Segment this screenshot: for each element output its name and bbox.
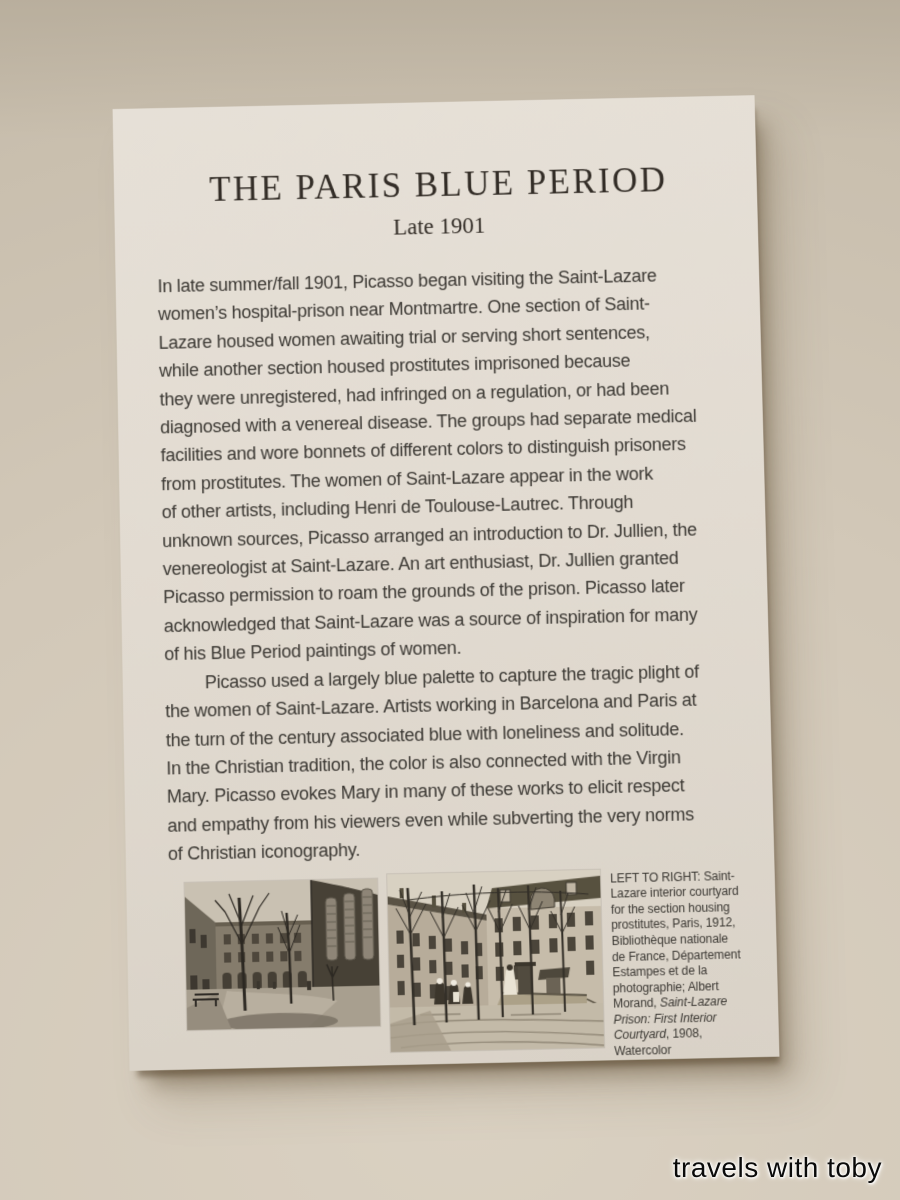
text-line: from prostitutes. The women of Saint-Lazare appear in the work <box>161 463 654 495</box>
text-line: the turn of the century associated blue with loneliness and solitude. <box>165 718 685 750</box>
text-line: In late summer/fall 1901, Picasso began visiting the Saint-Lazare <box>157 265 657 297</box>
text-line: the women of Saint-Lazare. Artists working in Barcelona and Paris at <box>165 689 697 722</box>
text-line: Lazare housed women awaiting trial or serving short sentences, <box>158 322 650 353</box>
text-line: In the Christian tradition, the color is also connected with the Virgin <box>166 747 681 779</box>
paragraph-1 <box>157 260 743 669</box>
text-line: of Christian iconography. <box>167 839 361 865</box>
caption-line: Prison: First Interior <box>613 1010 717 1027</box>
caption-line: LEFT TO RIGHT: Saint- <box>609 868 735 886</box>
caption-line: Lazare interior courtyard <box>610 883 739 901</box>
caption-line: Courtyard, 1908, <box>613 1026 703 1043</box>
text-line: and empathy from his viewers even while subverting the very norms <box>167 803 695 836</box>
text-line: they were unregistered, had infringed on a regulation, or had been <box>159 378 670 410</box>
exhibit-panel <box>113 95 780 1071</box>
text-line: of his Blue Period paintings of women. <box>164 637 462 665</box>
caption-line: Bibliothèque nationale <box>611 931 729 949</box>
text-line: diagnosed with a venereal disease. The groups had separate medical <box>159 405 697 438</box>
text-line: venereologist at Saint-Lazare. An art enthusiast, Dr. Jullien granted <box>162 547 679 580</box>
text-line: Picasso permission to roam the grounds of the prison. Picasso later <box>163 576 685 608</box>
caption-line: Watercolor <box>614 1042 672 1059</box>
text-line: while another section housed prostitutes imprisoned because <box>158 350 631 381</box>
text-line: women’s hospital-prison near Montmartre. One section of Saint- <box>157 293 650 325</box>
saint-lazare-courtyard-photo <box>185 878 381 1030</box>
morand-watercolor-photo <box>387 869 604 1051</box>
text-line: Picasso used a largely blue palette to capture the tragic plight of <box>204 661 700 693</box>
caption-line: for the section housing <box>610 899 730 917</box>
panel-subtitle: Late 1901 <box>392 212 486 240</box>
caption-line: prostitutes, Paris, 1912, <box>611 915 736 933</box>
text-line: unknown sources, Picasso arranged an introduction to Dr. Jullien, the <box>162 519 698 551</box>
caption-line: de France, Département <box>611 946 741 964</box>
panel-body <box>157 260 748 869</box>
figure-caption <box>610 866 753 1060</box>
text-line: of other artists, including Henri de Toulouse-Lautrec. Through <box>161 492 634 523</box>
paragraph-2 <box>165 656 749 868</box>
text-line: facilities and wore bonnets of different colors to distinguish prisoners <box>160 434 686 466</box>
panel-title: THE PARIS BLUE PERIOD <box>208 160 668 209</box>
caption-line: photographie; Albert <box>612 978 719 996</box>
text-line: Mary. Picasso evokes Mary in many of these works to elicit respect <box>166 775 685 808</box>
text-line: acknowledged that Saint-Lazare was a source of inspiration for many <box>163 604 698 637</box>
figure-row <box>184 866 753 1069</box>
caption-line: Morand, Saint-Lazare <box>612 994 728 1011</box>
caption-line: Estampes et de la <box>612 963 708 980</box>
watermark: travels with toby <box>672 1152 882 1183</box>
